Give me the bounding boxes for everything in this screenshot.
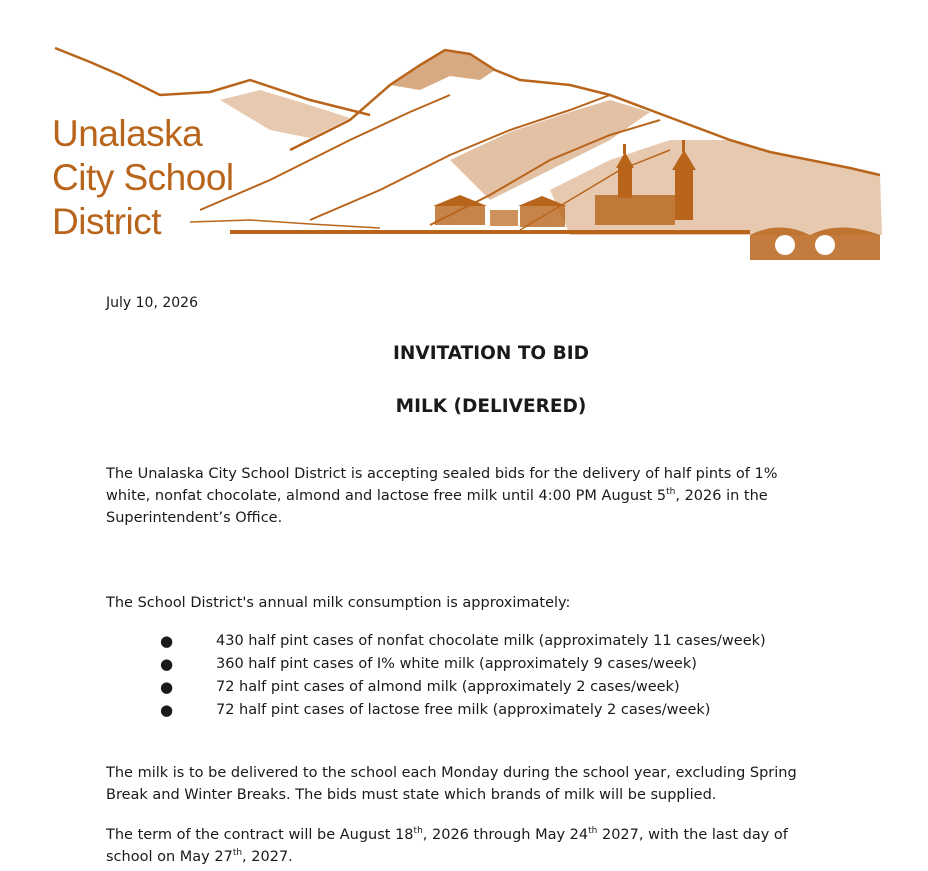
bullet-icon: ● [160, 655, 174, 673]
delivery-paragraph [106, 762, 806, 806]
logo-line: Unalaska [52, 113, 203, 154]
letterhead [0, 0, 928, 280]
list-item: ● 72 half pint cases of almond milk (approximately 2 cases/week) [160, 676, 766, 699]
text-line: The Unalaska City School District is accepting sealed bids for the delivery of half pints of 1% [106, 466, 778, 482]
bullet-icon: ● [160, 632, 174, 650]
logo-line: District [52, 201, 162, 242]
text-line: The milk is to be delivered to the school each Monday during the school year, excluding Spring [106, 765, 797, 781]
text-line: school on May 27th, 2027. [106, 848, 293, 865]
text-line: white, nonfat chocolate, almond and lactose free milk until 4:00 PM August 5th, 2026 in the [106, 487, 768, 504]
contract-term-paragraph [106, 824, 806, 868]
list-item: ● 360 half pint cases of I% white milk (approximately 9 cases/week) [160, 653, 766, 676]
text-line: Superintendent’s Office. [106, 510, 283, 526]
bullet-icon: ● [160, 701, 174, 719]
document-title: INVITATION TO BID [393, 343, 589, 364]
bullet-icon: ● [160, 678, 174, 696]
district-logo [52, 112, 234, 244]
text-line: Break and Winter Breaks. The bids must state which brands of milk will be supplied. [106, 787, 717, 803]
text-line: The term of the contract will be August 18th, 2026 through May 24th 2027, with the last day of [106, 826, 788, 843]
consumption-list [160, 630, 766, 722]
superscript: th [666, 487, 676, 498]
list-item: ● 72 half pint cases of lactose free milk (approximately 2 cases/week) [160, 699, 766, 722]
document-subtitle: MILK (DELIVERED) [395, 396, 587, 417]
list-item: ● 430 half pint cases of nonfat chocolate milk (approximately 11 cases/week) [160, 630, 766, 653]
logo-line: City School [52, 157, 234, 198]
letter-date: July 10, 2026 [106, 295, 198, 311]
intro-paragraph [106, 463, 806, 529]
consumption-intro: The School District's annual milk consumption is approximately: [106, 595, 571, 611]
